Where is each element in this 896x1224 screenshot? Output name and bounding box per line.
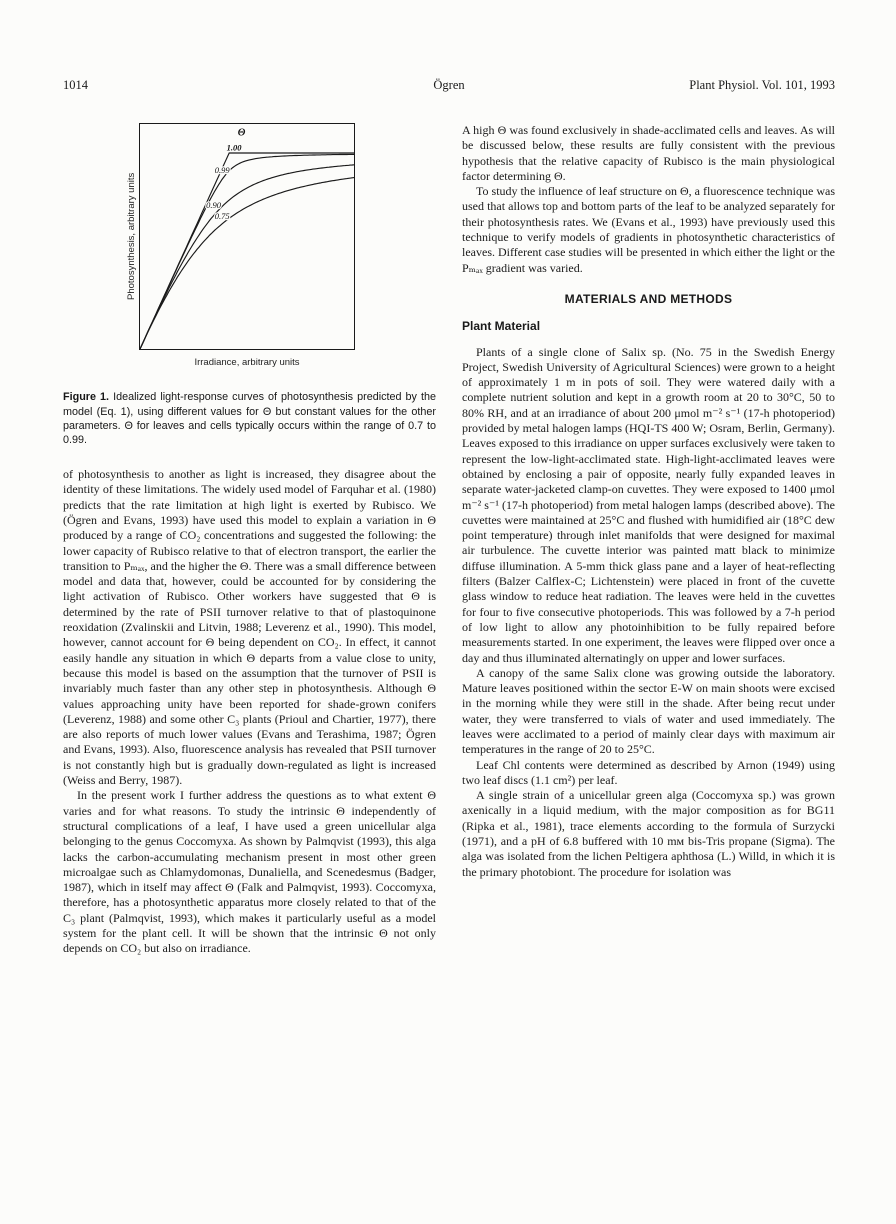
y-axis-label: Photosynthesis, arbitrary units bbox=[126, 172, 137, 301]
svg-text:0.99: 0.99 bbox=[214, 164, 230, 175]
figure-chart bbox=[139, 123, 355, 350]
left-column bbox=[63, 123, 436, 957]
page-number: 1014 bbox=[63, 78, 88, 92]
body-paragraph: A canopy of the same Salix clone was growing outside the laboratory. Mature leaves positioned within the sector E-W on main shoots were excised in the morning while they were still in the shade. After being recut under water, they were transferred to vials of water and used immediately. The leaves were acclimated to a period of mainly clear days with maximum air temperatures in the range of 20 to 25°C. bbox=[462, 665, 835, 757]
two-column-layout bbox=[63, 123, 835, 957]
running-head-author: Ögren bbox=[433, 78, 465, 92]
figure-caption bbox=[63, 390, 436, 447]
svg-text:Θ: Θ bbox=[237, 127, 246, 139]
body-paragraph: A single strain of a unicellular green alga (Coccomyxa sp.) was grown axenically in a liquid medium, with the major composition as for BG11 (Ripka et al., 1981), trace elements according to the formula of Surzycki (1971), and a pH of 6.8 buffered with 10 mᴍ bis-Tris propane (Sigma). The alga was isolated from the lichen Peltigera aphthosa (L.) Willd, in which it is the primary photobiont. The procedure for isolation was bbox=[462, 788, 835, 879]
body-paragraph: Plants of a single clone of Salix sp. (No. 75 in the Swedish Energy Project, Swedish University of Agricultural Sciences) were grown to a height of approximately 1 m in pots of soil. They were watered daily with a complete nutrient solution and kept in a growth room at 20 to 30°C, 50 to 80% RH, and at an irradiance of about 200 μmol m⁻² s⁻¹ (17-h photoperiod) provided by metal halogen lamps (HQI-TS 400 W; Osram, Berlin, Germany). Leaves exposed to this irradiance on upper surfaces exclusively were taken to represent the low-light-acclimated state. High-light-acclimated leaves were obtained by enclosing a pair of opposite, nearly fully expanded leaves in separate water-jacketed clamp-on cuvettes. They were exposed to 1400 μmol m⁻² s⁻¹ (17-h photoperiod) from metal halogen lamps (described above). The cuvettes were maintained at 25°C and flushed with humidified air (18°C dew point temperature) through inlet manifolds that were designed for maximal air turbulence. The cuvette interior was painted matt black to minimize diffuse illumination. A 5-mm thick glass pane and a layer of heat-reflecting filters (Balzer Calflex-C; Lichtenstein) were placed in front of the cuvette glass window to reduce heat radiation. The leaves were held in the cuvettes for four to five consecutive photoperiods. This was followed by a 7-h period of low light to allow any photoinhibition to be fully repaired before measurements started. In one experiment, the leaves were flipped over once a day and thus illuminated alternatingly on upper and lower surfaces. bbox=[462, 344, 835, 665]
subsection-heading-plant-material: Plant Material bbox=[462, 319, 541, 334]
svg-text:0.90: 0.90 bbox=[206, 199, 221, 210]
figure-1 bbox=[63, 123, 436, 447]
running-head bbox=[63, 78, 835, 93]
section-heading-materials-and-methods: MATERIALS AND METHODS bbox=[564, 291, 733, 306]
right-column bbox=[462, 123, 835, 957]
body-paragraph: of photosynthesis to another as light is increased, they disagree about the identity of these limitations. The widely used model of Farquhar et al. (1980) predicts that the rate limitation at high light is exerted by Rubisco. We (Ögren and Evans, 1993) have used this model to explain a variation in Θ produced by a range of CO₂ concentrations and suggested the following: the lower capacity of Rubisco relative to that of electron transport, the earlier the transition to Pₘₐₓ, and the higher the Θ. There was a small difference between model and data that, however, could be accounted for by considering the light activation of Rubisco. Other workers have suggested that Θ is determined by the rate of PSII turnover relative to that of plastoquinone reoxidation (Zvalinskii and Litvin, 1988; Leverenz et al., 1990). This model, however, cannot account for Θ being dependent on CO₂. In effect, it cannot easily handle any situation in which Θ departs from a value close to unity, because this model is based on the assumption that the turnover of PSII is invariably much faster than any other step in photosynthesis. Although Θ values approaching unity have been reported for shade-grown conifers (Leverenz, 1988) and some other C₃ plants (Prioul and Chartier, 1977), there are also reports of much lower values (Evans and Terashima, 1987; Ögren and Evans, 1993). Also, fluorescence analysis has revealed that PSII turnover is not constantly high but is gradually down-regulated as light is increased (Weiss and Berry, 1987). bbox=[63, 467, 436, 788]
x-axis-label: Irradiance, arbitrary units bbox=[194, 357, 300, 368]
body-paragraph: A high Θ was found exclusively in shade-acclimated cells and leaves. As will be discussed below, these results are fully consistent with the previous hypothesis that the relative capacity of Rubisco is the main physiological factor determining Θ. bbox=[462, 123, 835, 183]
svg-text:0.75: 0.75 bbox=[214, 211, 230, 221]
svg-text:1.00: 1.00 bbox=[226, 142, 242, 153]
body-paragraph: To study the influence of leaf structure on Θ, a fluorescence technique was used that allows top and bottom parts of the leaf to be analyzed separately for their photosynthesis rates. We (Evans et al., 1993) have previously used this technique to verify models of gradients in photosynthetic characteristics of leaves. Different case studies will be presented in which either the light or the Pₘₐₓ gradient was varied. bbox=[462, 184, 835, 275]
figure-plot-area bbox=[125, 123, 436, 350]
figure-caption-text: Idealized light-response curves of photosynthesis predicted by the model (Eq. 1), using different values for Θ but constant values for the other parameters. Θ for leaves and cells typically occurs within the range of 0.7 to 0.99. bbox=[63, 391, 437, 446]
figure-caption-label: Figure 1. bbox=[63, 391, 110, 404]
body-paragraph: Leaf Chl contents were determined as described by Arnon (1949) using two leaf discs (1.1 cm²) per leaf. bbox=[462, 757, 835, 787]
body-paragraph: In the present work I further address the questions as to what extent Θ varies and for what reasons. To study the intrinsic Θ independently of structural complications of a leaf, I have used a green unicellular alga belonging to the genus Coccomyxa. As shown by Palmqvist (1993), this alga lacks the carbon-accumulating mechanism present in most other green microalgae such as Chlamydomonas, Dunaliella, and Scenedesmus (Badger, 1987), which in itself may affect Θ (Falk and Palmqvist, 1993). Coccomyxa, therefore, has a photosynthetic apparatus more closely related to that of the C₃ plant (Palmqvist, 1993), which makes it particularly useful as a model system for the plant cell. It will be shown that the intrinsic Θ not only depends on CO₂ but also on irradiance. bbox=[63, 788, 436, 956]
journal-citation: Plant Physiol. Vol. 101, 1993 bbox=[689, 78, 835, 92]
